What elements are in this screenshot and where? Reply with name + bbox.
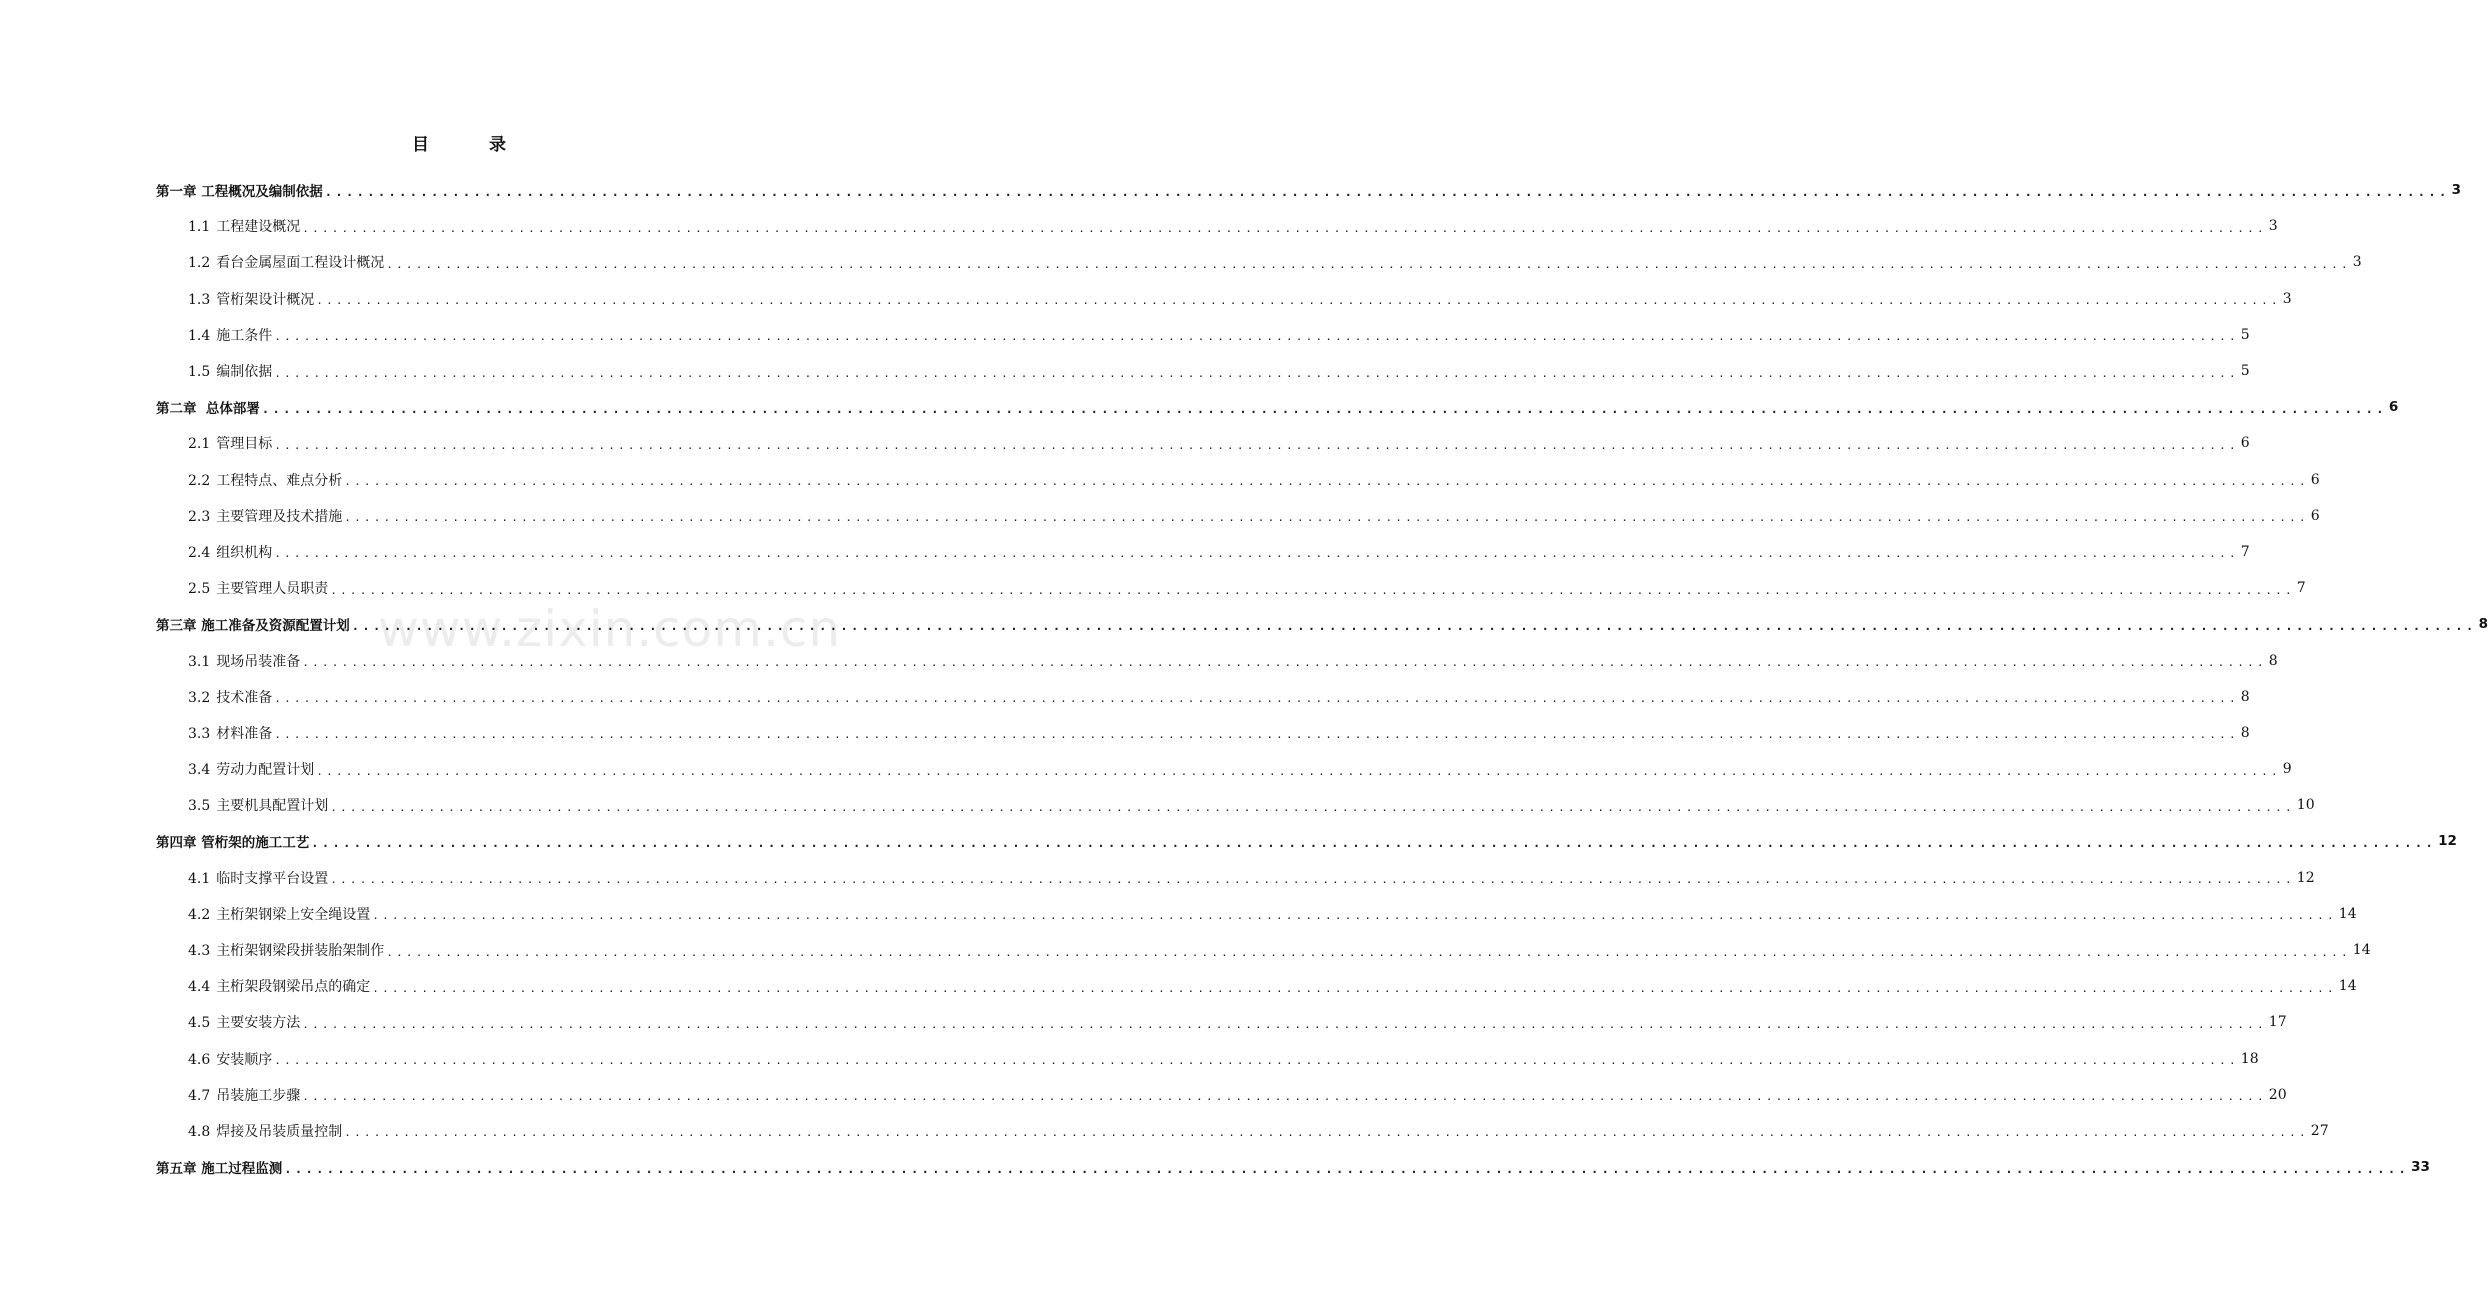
toc-leader-dots: ........................................................................................................................................................................................................ bbox=[274, 438, 2239, 452]
toc-page-number: 12 bbox=[2296, 869, 2315, 886]
toc-entry-number: 4.6 bbox=[188, 1051, 211, 1068]
toc-page-number: 8 bbox=[2268, 652, 2278, 669]
toc-entry-label bbox=[188, 1049, 274, 1069]
toc-entry-text: 管桁架设计概况 bbox=[216, 291, 315, 308]
toc-entry-text: 工程建设概况 bbox=[216, 219, 301, 236]
toc-leader-dots: ........................................................................................................................................................................................................ bbox=[302, 1090, 2267, 1104]
toc-leader-dots: ........................................................................................................................................................................................................ bbox=[302, 656, 2267, 670]
toc-entry-number: 4.7 bbox=[188, 1087, 211, 1104]
toc-section-entry[interactable] bbox=[156, 968, 2357, 1004]
toc-page-number: 9 bbox=[2282, 761, 2292, 778]
toc-chapter-entry[interactable] bbox=[156, 172, 2462, 208]
toc-chapter-entry[interactable] bbox=[156, 823, 2457, 859]
toc-page-number: 14 bbox=[2352, 942, 2371, 959]
toc-section-entry[interactable] bbox=[156, 860, 2315, 896]
toc-page-number: 14 bbox=[2338, 978, 2357, 995]
toc-entry-text: 施工条件 bbox=[216, 327, 273, 344]
toc-page-number: 6 bbox=[2388, 399, 2399, 416]
toc-leader-dots: ........................................................................................................................................................................................................ bbox=[330, 583, 2295, 597]
toc-page-number: 8 bbox=[2240, 688, 2250, 705]
toc-section-entry[interactable] bbox=[156, 462, 2320, 498]
toc-page-number: 7 bbox=[2240, 543, 2250, 560]
toc-leader-dots: ........................................................................................................................................................................................................ bbox=[274, 1054, 2239, 1068]
toc-entry-label bbox=[188, 252, 386, 272]
toc-page-number: 18 bbox=[2240, 1050, 2259, 1067]
toc-entry-label bbox=[188, 759, 316, 779]
toc-entry-label bbox=[188, 1121, 344, 1141]
toc-page-number: 3 bbox=[2268, 218, 2278, 235]
toc-page-number: 17 bbox=[2268, 1014, 2287, 1031]
toc-entry-number: 4.2 bbox=[188, 906, 211, 923]
toc-entry-text: 劳动力配置计划 bbox=[216, 762, 315, 779]
toc-leader-dots: ........................................................................................................................................................................................................ bbox=[316, 764, 2281, 778]
toc-leader-dots: ........................................................................................................................................................................................................ bbox=[372, 909, 2337, 923]
toc-page-number: 5 bbox=[2240, 326, 2250, 343]
toc-entry-text: 主桁架钢梁上安全绳设置 bbox=[216, 906, 371, 923]
toc-entry-text: 技术准备 bbox=[216, 689, 273, 706]
toc-page-number: 5 bbox=[2240, 363, 2250, 380]
toc-page-number: 14 bbox=[2338, 905, 2357, 922]
toc-entry-number: 3.3 bbox=[188, 725, 211, 742]
toc-entry-number: 3.4 bbox=[188, 762, 211, 779]
toc-entry-label bbox=[156, 397, 262, 417]
toc-entry-number: 3.5 bbox=[188, 798, 211, 815]
toc-section-entry[interactable] bbox=[156, 534, 2250, 570]
toc-entry-number: 1.3 bbox=[188, 291, 211, 308]
toc-entry-text: 管理目标 bbox=[216, 436, 273, 453]
toc-page-number: 6 bbox=[2310, 471, 2320, 488]
toc-entry-label bbox=[156, 180, 325, 200]
toc-page-number: 3 bbox=[2282, 290, 2292, 307]
toc-section-entry[interactable] bbox=[156, 1041, 2259, 1077]
toc-entry-number: 4.8 bbox=[188, 1123, 211, 1140]
toc-entry-label bbox=[188, 506, 344, 526]
toc-entry-text: 管桁架的施工工艺 bbox=[196, 835, 310, 852]
toc-section-entry[interactable] bbox=[156, 715, 2250, 751]
toc-page-number: 27 bbox=[2310, 1122, 2329, 1139]
toc-entry-number: 2.3 bbox=[188, 508, 211, 525]
toc-entry-label bbox=[188, 1012, 302, 1032]
toc-leader-dots: ........................................................................................................................................................................................................ bbox=[302, 221, 2267, 235]
toc-entry-number: 第五章 bbox=[156, 1161, 197, 1178]
toc-entry-number: 4.1 bbox=[188, 870, 211, 887]
toc-entry-number: 3.2 bbox=[188, 689, 211, 706]
toc-chapter-entry[interactable] bbox=[156, 606, 2488, 642]
toc-entry-text: 焊接及吊装质量控制 bbox=[216, 1123, 343, 1140]
toc-entry-text: 工程概况及编制依据 bbox=[196, 184, 323, 201]
toc-entry-text: 主要机具配置计划 bbox=[216, 798, 329, 815]
toc-page-number: 6 bbox=[2240, 435, 2250, 452]
toc-entry-label bbox=[188, 651, 302, 671]
toc-chapter-entry[interactable] bbox=[156, 1149, 2430, 1185]
toc-section-entry[interactable] bbox=[156, 498, 2320, 534]
toc-leader-dots: ........................................................................................................................................................................................................ bbox=[311, 836, 2437, 851]
toc-entry-text: 看台金属屋面工程设计概况 bbox=[216, 255, 385, 272]
toc-leader-dots: ........................................................................................................................................................................................................ bbox=[274, 547, 2239, 561]
toc-entry-label bbox=[188, 470, 344, 490]
toc-section-entry[interactable] bbox=[156, 1077, 2287, 1113]
toc-entry-text: 材料准备 bbox=[216, 725, 273, 742]
toc-entry-number: 1.5 bbox=[188, 364, 211, 381]
toc-page-number: 6 bbox=[2310, 507, 2320, 524]
toc-entry-label bbox=[188, 904, 372, 924]
toc-entry-text: 编制依据 bbox=[216, 364, 273, 381]
page-title bbox=[0, 130, 920, 155]
toc-section-entry[interactable] bbox=[156, 425, 2250, 461]
toc-leader-dots: ........................................................................................................................................................................................................ bbox=[274, 692, 2239, 706]
toc-entry-number: 4.3 bbox=[188, 943, 211, 960]
toc-entry-text: 施工准备及资源配置计划 bbox=[196, 618, 350, 635]
toc-entry-number: 2.5 bbox=[188, 581, 211, 598]
toc-section-entry[interactable] bbox=[156, 787, 2315, 823]
toc-page-number: 3 bbox=[2352, 254, 2362, 271]
watermark: www.zixin.com.cn bbox=[378, 600, 842, 658]
toc-entry-label bbox=[188, 542, 274, 562]
toc-chapter-entry[interactable] bbox=[156, 389, 2399, 425]
toc-section-entry[interactable] bbox=[156, 1113, 2329, 1149]
toc-entry-label bbox=[156, 1157, 284, 1177]
toc-entry-number: 1.4 bbox=[188, 327, 211, 344]
toc-section-entry[interactable] bbox=[156, 353, 2250, 389]
toc-entry-text: 现场吊装准备 bbox=[216, 653, 301, 670]
toc-leader-dots: ........................................................................................................................................................................................................ bbox=[344, 475, 2309, 489]
toc-entry-label bbox=[188, 216, 302, 236]
toc-entry-number: 1.1 bbox=[188, 219, 211, 236]
toc-leader-dots: ........................................................................................................................................................................................................ bbox=[274, 728, 2239, 742]
toc-page-number: 8 bbox=[2240, 724, 2250, 741]
toc-page-number: 7 bbox=[2296, 580, 2306, 597]
toc-entry-label bbox=[188, 289, 316, 309]
toc-leader-dots: ........................................................................................................................................................................................................ bbox=[274, 366, 2239, 380]
toc-page-number: 10 bbox=[2296, 797, 2315, 814]
toc-page-number: 20 bbox=[2268, 1086, 2287, 1103]
toc-section-entry[interactable] bbox=[156, 896, 2357, 932]
toc-entry-label bbox=[188, 433, 274, 453]
toc-entry-number: 2.2 bbox=[188, 472, 211, 489]
toc-page-number: 33 bbox=[2411, 1159, 2430, 1176]
toc-leader-dots: ........................................................................................................................................................................................................ bbox=[274, 330, 2239, 344]
toc-leader-dots: ........................................................................................................................................................................................................ bbox=[386, 945, 2351, 959]
toc-page-number: 8 bbox=[2478, 616, 2488, 633]
toc-section-entry[interactable] bbox=[156, 642, 2278, 678]
toc-page-number: 12 bbox=[2438, 833, 2457, 850]
toc-leader-dots: ........................................................................................................................................................................................................ bbox=[344, 1126, 2309, 1140]
toc-entry-number: 1.2 bbox=[188, 255, 211, 272]
toc-entry-text: 主要管理人员职责 bbox=[216, 581, 329, 598]
toc-entry-label bbox=[188, 687, 274, 707]
toc-leader-dots: ........................................................................................................................................................................................................ bbox=[372, 981, 2337, 995]
toc-entry-number: 第三章 bbox=[156, 618, 197, 635]
toc-leader-dots: ........................................................................................................................................................................................................ bbox=[330, 800, 2295, 814]
toc-leader-dots: ........................................................................................................................................................................................................ bbox=[386, 257, 2351, 271]
toc-entry-text: 主桁架段钢梁吊点的确定 bbox=[216, 979, 371, 996]
toc-section-entry[interactable] bbox=[156, 281, 2292, 317]
toc-entry-text: 主要管理及技术措施 bbox=[216, 508, 343, 525]
toc-section-entry[interactable] bbox=[156, 932, 2371, 968]
toc-entry-label bbox=[188, 1085, 302, 1105]
toc-leader-dots: ........................................................................................................................................................................................................ bbox=[302, 1017, 2267, 1031]
toc-leader-dots: ........................................................................................................................................................................................................ bbox=[344, 511, 2309, 525]
toc-entry-text: 主要安装方法 bbox=[216, 1015, 301, 1032]
toc-entry-label bbox=[188, 795, 330, 815]
toc-entry-number: 第四章 bbox=[156, 835, 197, 852]
toc-page-number: 3 bbox=[2451, 182, 2462, 199]
toc-entry-label bbox=[188, 723, 274, 743]
toc-entry-text: 施工过程监测 bbox=[196, 1161, 283, 1178]
toc-entry-number: 2.1 bbox=[188, 436, 211, 453]
title-left: 目 bbox=[412, 135, 431, 155]
toc-section-entry[interactable] bbox=[156, 679, 2250, 715]
toc-entry-number: 第二章 bbox=[156, 401, 197, 418]
toc-entry-text: 临时支撑平台设置 bbox=[216, 870, 329, 887]
toc-section-entry[interactable] bbox=[156, 570, 2306, 606]
toc-entry-number: 4.4 bbox=[188, 979, 211, 996]
toc-entry-label bbox=[188, 868, 330, 888]
toc-entry-label bbox=[188, 578, 330, 598]
toc-entry-number: 2.4 bbox=[188, 544, 211, 561]
toc-entry-label bbox=[188, 361, 274, 381]
toc-entry-text: 主桁架钢梁段拼装胎架制作 bbox=[216, 943, 385, 960]
toc-entry-text: 工程特点、难点分析 bbox=[216, 472, 343, 489]
toc-entry-number: 4.5 bbox=[188, 1015, 211, 1032]
toc-leader-dots: ........................................................................................................................................................................................................ bbox=[351, 619, 2477, 634]
toc-leader-dots: ........................................................................................................................................................................................................ bbox=[324, 185, 2450, 200]
toc-entry-text: 安装顺序 bbox=[216, 1051, 273, 1068]
toc-entry-label bbox=[188, 325, 274, 345]
table-of-contents bbox=[156, 172, 2488, 1185]
toc-entry-label bbox=[156, 831, 311, 851]
toc-entry-label bbox=[188, 940, 386, 960]
toc-entry-text: 吊装施工步骤 bbox=[216, 1087, 301, 1104]
toc-leader-dots: ........................................................................................................................................................................................................ bbox=[261, 402, 2387, 417]
toc-leader-dots: ........................................................................................................................................................................................................ bbox=[316, 294, 2281, 308]
toc-section-entry[interactable] bbox=[156, 317, 2250, 353]
toc-entry-number: 3.1 bbox=[188, 653, 211, 670]
toc-entry-text: 组织机构 bbox=[216, 544, 273, 561]
toc-leader-dots: ........................................................................................................................................................................................................ bbox=[284, 1162, 2410, 1177]
toc-section-entry[interactable] bbox=[156, 244, 2362, 280]
toc-entry-label bbox=[156, 614, 352, 634]
toc-leader-dots: ........................................................................................................................................................................................................ bbox=[330, 873, 2295, 887]
toc-entry-label bbox=[188, 976, 372, 996]
title-right: 录 bbox=[489, 135, 508, 155]
toc-section-entry[interactable] bbox=[156, 1004, 2287, 1040]
toc-entry-number: 第一章 bbox=[156, 184, 197, 201]
toc-section-entry[interactable] bbox=[156, 751, 2292, 787]
toc-entry-text: 总体部署 bbox=[196, 401, 260, 418]
toc-section-entry[interactable] bbox=[156, 208, 2278, 244]
